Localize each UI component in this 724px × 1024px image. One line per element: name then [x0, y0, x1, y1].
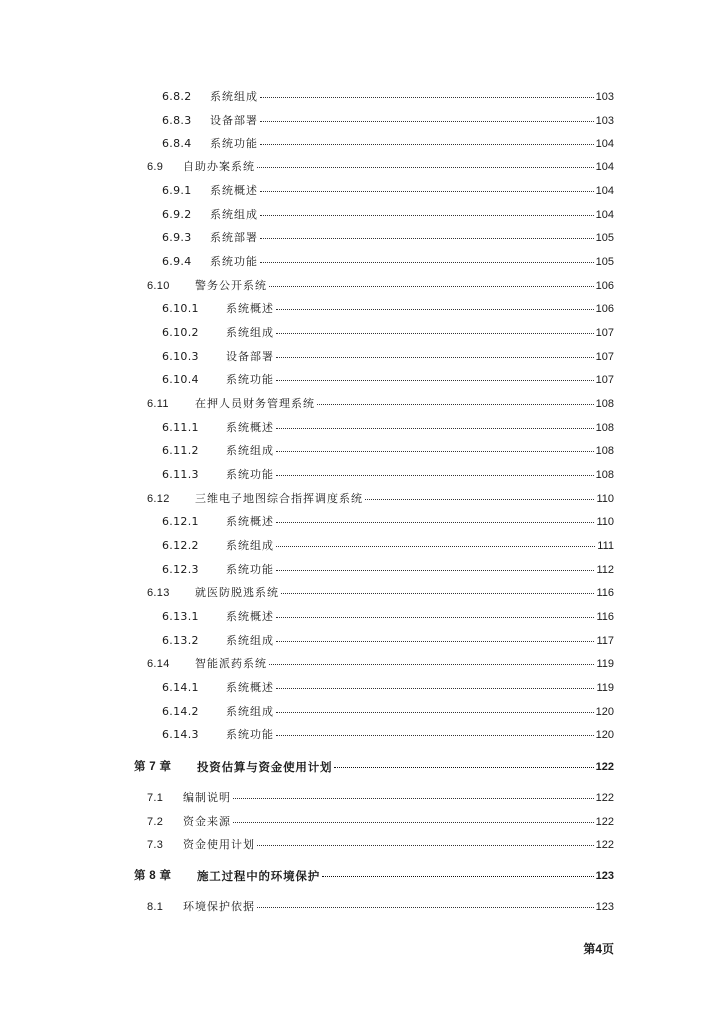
toc-entry-title: 系统功能 — [226, 373, 274, 386]
toc-entry[interactable] — [162, 679, 614, 695]
dot-leader — [281, 593, 594, 594]
toc-entry[interactable] — [162, 371, 614, 387]
toc-entry-page: 107 — [595, 327, 614, 339]
toc-entry-number: 6.12.3 — [162, 563, 199, 576]
toc-entry-number: 6.9.1 — [162, 184, 192, 197]
toc-entry-title: 编制说明 — [183, 791, 231, 804]
toc-entry[interactable] — [162, 442, 614, 458]
toc-entry[interactable] — [162, 513, 614, 529]
toc-entry-number: 6.11.1 — [162, 421, 199, 434]
toc-entry-title: 系统组成 — [226, 539, 274, 552]
toc-entry-title: 系统概述 — [210, 184, 258, 197]
toc-entry-page: 103 — [595, 91, 614, 103]
toc-entry[interactable] — [147, 158, 614, 174]
toc-entry-number: 6.8.2 — [162, 90, 192, 103]
toc-entry-page: 104 — [595, 185, 614, 197]
toc-entry[interactable] — [162, 112, 614, 128]
dot-leader — [260, 121, 594, 122]
toc-entry-page: 111 — [597, 540, 614, 552]
toc-entry[interactable] — [162, 561, 614, 577]
toc-entry-title: 系统部署 — [210, 231, 258, 244]
toc-entry-title: 系统组成 — [226, 326, 274, 339]
dot-leader — [276, 712, 594, 713]
dot-leader — [233, 822, 594, 823]
toc-entry-number: 7.2 — [147, 816, 164, 828]
dot-leader — [276, 570, 594, 571]
toc-entry-page: 116 — [596, 587, 614, 599]
toc-chapter-entry[interactable] — [134, 758, 614, 774]
dot-leader — [276, 641, 594, 642]
toc-entry-number: 6.11 — [147, 398, 169, 410]
toc-entry-number: 6.10.3 — [162, 350, 199, 363]
toc-entry[interactable] — [162, 419, 614, 435]
toc-entry-title: 环境保护依据 — [183, 900, 255, 913]
toc-entry-number: 6.10.2 — [162, 326, 199, 339]
toc-entry[interactable] — [162, 206, 614, 222]
toc-entry-page: 112 — [596, 564, 614, 576]
toc-entry[interactable] — [162, 88, 614, 104]
toc-entry-number: 6.8.4 — [162, 137, 192, 150]
dot-leader — [276, 688, 594, 689]
toc-entry[interactable] — [162, 632, 614, 648]
toc-entry-page: 117 — [596, 635, 614, 647]
dot-leader — [276, 735, 594, 736]
dot-leader — [233, 798, 594, 799]
dot-leader — [365, 499, 594, 500]
toc-entry-title: 系统概述 — [226, 302, 274, 315]
toc-entry[interactable] — [162, 537, 614, 553]
toc-entry-title: 在押人员财务管理系统 — [195, 397, 315, 410]
toc-entry-page: 107 — [595, 351, 614, 363]
toc-chapter-page: 122 — [595, 761, 614, 773]
toc-entry-title: 系统功能 — [226, 468, 274, 481]
toc-entry-title: 系统概述 — [226, 515, 274, 528]
toc-entry-number: 6.12.2 — [162, 539, 199, 552]
toc-entry-number: 6.13 — [147, 587, 170, 599]
toc-entry[interactable] — [147, 813, 614, 829]
toc-entry[interactable] — [147, 395, 614, 411]
dot-leader — [276, 451, 594, 452]
toc-entry[interactable] — [162, 608, 614, 624]
toc-entry-number: 6.9.4 — [162, 255, 192, 268]
toc-entry-number: 6.10 — [147, 280, 170, 292]
toc-entry-title: 三维电子地图综合指挥调度系统 — [195, 492, 363, 505]
dot-leader — [257, 167, 594, 168]
toc-entry-number: 8.1 — [147, 901, 164, 913]
toc-entry-title: 系统功能 — [226, 563, 274, 576]
toc-entry-page: 120 — [595, 706, 614, 718]
toc-entry-title: 系统组成 — [226, 705, 274, 718]
toc-entry-title: 系统组成 — [226, 634, 274, 647]
toc-entry-page: 122 — [595, 816, 614, 828]
toc-entry-number: 6.9.3 — [162, 231, 192, 244]
toc-entry-title: 自助办案系统 — [183, 160, 255, 173]
toc-entry-title: 警务公开系统 — [195, 279, 267, 292]
dot-leader — [269, 286, 594, 287]
toc-entry-page: 120 — [595, 729, 614, 741]
toc-entry-title: 系统功能 — [226, 728, 274, 741]
toc-entry-number: 6.13.1 — [162, 610, 199, 623]
toc-entry-number: 6.11.2 — [162, 444, 199, 457]
toc-entry-number: 6.10.1 — [162, 302, 199, 315]
dot-leader — [276, 617, 594, 618]
dot-leader — [317, 404, 594, 405]
toc-entry-page: 105 — [595, 256, 614, 268]
toc-entry-title: 系统概述 — [226, 610, 274, 623]
toc-chapter-number: 第 7 章 — [134, 761, 172, 773]
toc-entry-page: 105 — [595, 232, 614, 244]
toc-entry-title: 资金使用计划 — [183, 838, 255, 851]
dot-leader — [276, 357, 594, 358]
toc-entry-page: 107 — [595, 374, 614, 386]
toc-entry-page: 103 — [595, 115, 614, 127]
toc-entry-number: 6.14.3 — [162, 728, 199, 741]
dot-leader — [269, 664, 594, 665]
toc-entry-page: 122 — [595, 792, 614, 804]
toc-entry-page: 123 — [595, 901, 614, 913]
toc-entry-number: 6.14.1 — [162, 681, 199, 694]
toc-chapter-page: 123 — [595, 870, 614, 882]
toc-entry-page: 116 — [596, 611, 614, 623]
dot-leader — [257, 907, 594, 908]
toc-entry-page: 108 — [595, 469, 614, 481]
toc-entry-title: 就医防脱逃系统 — [195, 586, 279, 599]
dot-leader — [257, 845, 594, 846]
toc-entry-title: 系统组成 — [210, 208, 258, 221]
toc-entry[interactable] — [162, 466, 614, 482]
dot-leader — [276, 380, 594, 381]
toc-entry-title: 系统功能 — [210, 255, 258, 268]
toc-entry-page: 108 — [595, 422, 614, 434]
toc-entry-number: 6.9 — [147, 161, 164, 173]
toc-chapter-title: 投资估算与资金使用计划 — [197, 760, 333, 774]
dot-leader — [322, 876, 594, 877]
dot-leader — [276, 522, 594, 523]
toc-entry-page: 106 — [595, 280, 614, 292]
toc-entry[interactable] — [162, 253, 614, 269]
toc-chapter-entry[interactable] — [134, 867, 614, 883]
toc-entry-page: 108 — [595, 445, 614, 457]
toc-entry[interactable] — [162, 229, 614, 245]
toc-entry[interactable] — [162, 703, 614, 719]
toc-entry-number: 6.8.3 — [162, 114, 192, 127]
toc-entry[interactable] — [147, 655, 614, 671]
toc-entry-number: 7.3 — [147, 839, 164, 851]
toc-entry[interactable] — [162, 348, 614, 364]
toc-entry-page: 119 — [596, 682, 614, 694]
toc-entry-title: 系统组成 — [210, 90, 258, 103]
toc-entry-number: 6.13.2 — [162, 634, 199, 647]
toc-entry-page: 104 — [595, 161, 614, 173]
toc-entry-title: 系统功能 — [210, 137, 258, 150]
toc-entry-page: 104 — [595, 138, 614, 150]
dot-leader — [260, 97, 594, 98]
toc-entry-title: 系统组成 — [226, 444, 274, 457]
toc-entry-number: 6.11.3 — [162, 468, 199, 481]
toc-entry[interactable] — [162, 135, 614, 151]
toc-entry-number: 6.9.2 — [162, 208, 192, 221]
toc-entry-number: 6.12.1 — [162, 515, 199, 528]
toc-chapter-number: 第 8 章 — [134, 870, 172, 882]
page-number-footer: 第4页 — [583, 942, 614, 956]
dot-leader — [334, 767, 593, 768]
toc-entry-page: 104 — [595, 209, 614, 221]
toc-entry-number: 6.14.2 — [162, 705, 199, 718]
toc-entry-page: 119 — [596, 658, 614, 670]
toc-entry-page: 110 — [596, 516, 614, 528]
toc-entry-title: 系统概述 — [226, 421, 274, 434]
toc-entry[interactable] — [147, 836, 614, 852]
toc-entry[interactable] — [147, 898, 614, 914]
toc-chapter-title: 施工过程中的环境保护 — [197, 869, 320, 883]
toc-entry[interactable] — [162, 300, 614, 316]
toc-entry[interactable] — [147, 277, 614, 293]
toc-entry[interactable] — [162, 726, 614, 742]
dot-leader — [260, 238, 594, 239]
toc-entry-number: 7.1 — [147, 792, 164, 804]
toc-entry-number: 6.10.4 — [162, 373, 199, 386]
toc-entry[interactable] — [147, 490, 614, 506]
toc-entry[interactable] — [162, 324, 614, 340]
toc-entry-number: 6.14 — [147, 658, 170, 670]
toc-entry[interactable] — [162, 182, 614, 198]
dot-leader — [276, 475, 594, 476]
dot-leader — [276, 333, 594, 334]
toc-entry-title: 设备部署 — [210, 114, 258, 127]
toc-entry-page: 110 — [596, 493, 614, 505]
toc-entry-title: 系统概述 — [226, 681, 274, 694]
toc-entry-page: 122 — [595, 839, 614, 851]
dot-leader — [276, 309, 594, 310]
toc-entry-page: 106 — [595, 303, 614, 315]
dot-leader — [276, 428, 594, 429]
toc-entry-title: 资金来源 — [183, 815, 231, 828]
dot-leader — [260, 262, 594, 263]
toc-entry[interactable] — [147, 584, 614, 600]
toc-entry-page: 108 — [595, 398, 614, 410]
toc-entry-number: 6.12 — [147, 493, 170, 505]
dot-leader — [276, 546, 595, 547]
dot-leader — [260, 191, 594, 192]
dot-leader — [260, 215, 594, 216]
dot-leader — [260, 144, 594, 145]
toc-entry-title: 设备部署 — [226, 350, 274, 363]
toc-entry[interactable] — [147, 789, 614, 805]
toc-entry-title: 智能派药系统 — [195, 657, 267, 670]
